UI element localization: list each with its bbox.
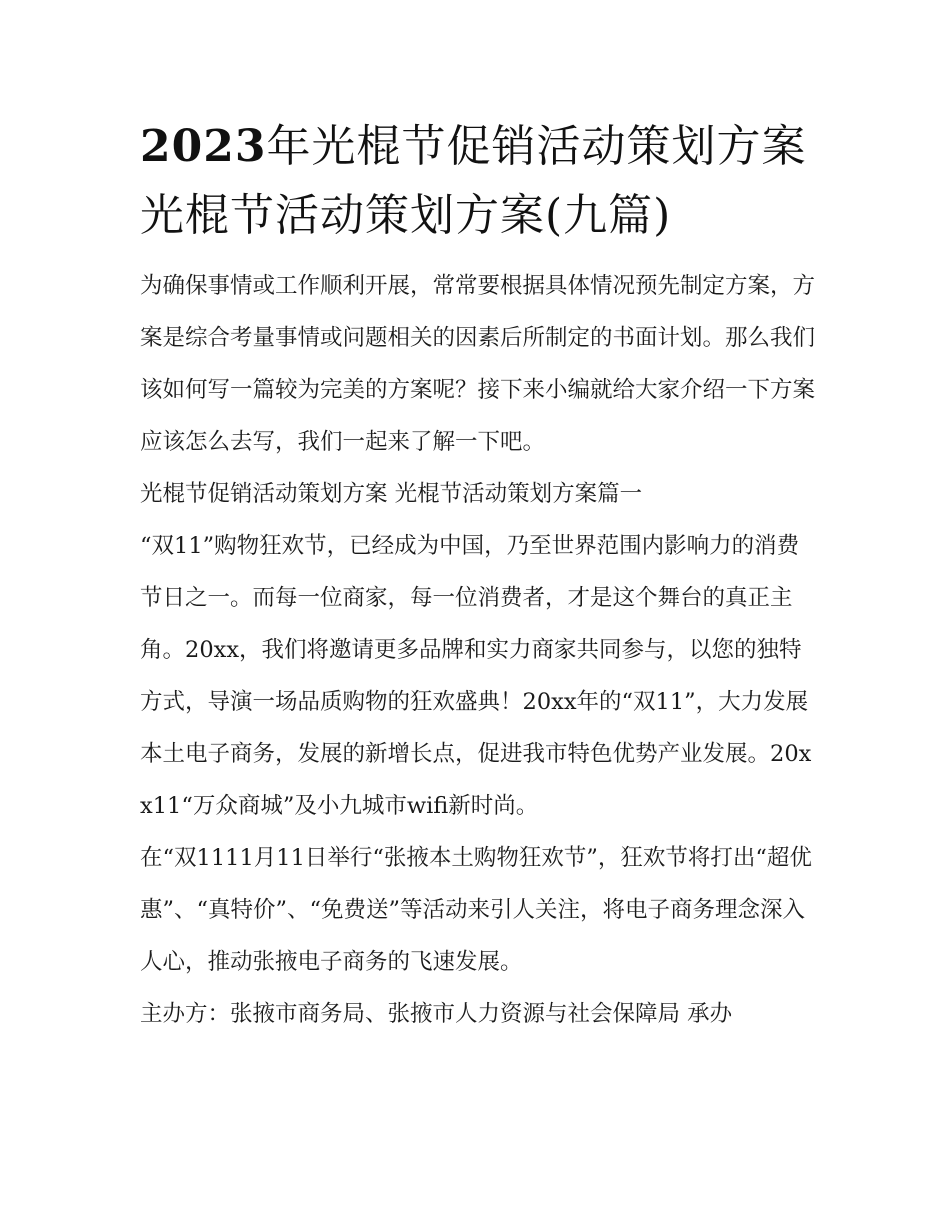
document-title xyxy=(140,112,820,250)
intro-paragraph: 为确保事情或工作顺利开展，常常要根据具体情况预先制定方案，方案是综合考量事情或问题相关的因素后所制定的书面计划。那么我们该如何写一篇较为完美的方案呢？接下来小编就给大家介绍一下方案应该怎么去写，我们一起来了解一下吧。 xyxy=(140,273,816,455)
title-year: 2023 xyxy=(140,121,267,172)
organizer-paragraph: 主办方：张掖市商务局、张掖市人力资源与社会保障局 承办 xyxy=(140,1001,733,1027)
section-heading: 光棍节促销活动策划方案 光棍节活动策划方案篇一 xyxy=(140,481,643,507)
title-text: 年光棍节促销活动策划方案 光棍节活动策划方案(九篇) xyxy=(140,121,807,241)
document-body xyxy=(140,112,820,1040)
body-paragraph: 在“双1111月11日举行“张掖本土购物狂欢节”，狂欢节将打出“超优惠”、“真特价”、“免费送”等活动来引人关注，将电子商务理念深入人心，推动张掖电子商务的飞速发展。 xyxy=(140,845,812,975)
body-paragraph: “双11”购物狂欢节，已经成为中国，乃至世界范围内影响力的消费节日之一。而每一位商家，每一位消费者，才是这个舞台的真正主角。20xx，我们将邀请更多品牌和实力商家共同参与，以您的独特方式，导演一场品质购物的狂欢盛典！20xx年的“双11”，大力发展本土电子商务，发展的新增长点，促进我市特色优势产业发展。20xx11“万众商城”及小九城市wifi新时尚。 xyxy=(140,533,812,819)
